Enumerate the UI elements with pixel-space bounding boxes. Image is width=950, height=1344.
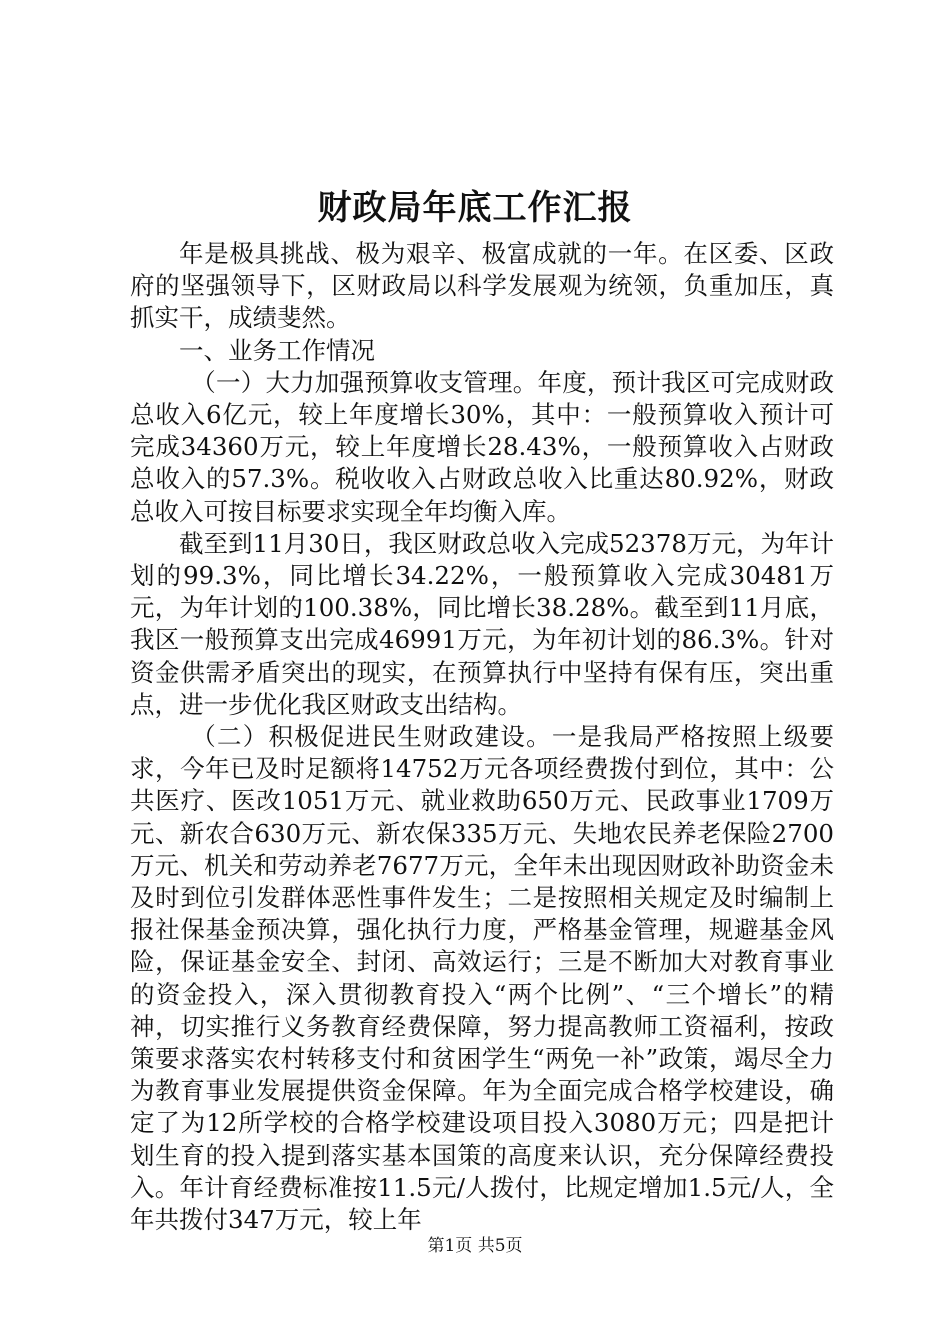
section-heading: 一、业务工作情况 xyxy=(179,335,375,365)
page-number-footer: 第1页 共5页 xyxy=(427,1236,523,1256)
document-title: 财政局年底工作汇报 xyxy=(317,188,633,228)
document-body xyxy=(130,238,834,1236)
paragraph-intro: 年是极具挑战、极为艰辛、极富成就的一年。在区委、区政府的坚强领导下，区财政局以科学发展观为统领，负重加压，真抓实干，成绩斐然。 xyxy=(130,239,834,333)
paragraph-livelihood: （二）积极促进民生财政建设。一是我局严格按照上级要求，今年已及时足额将14752万元各项经费拨付到位，其中：公共医疗、医改1051万元、就业救助650万元、民政事业1709万元、新农合630万元、新农保335万元、失地农民养老保险2700万元、机关和劳动养老7677万元，全年未出现因财政补助资金未及时到位引发群体恶性事件发生；二是按照相关规定及时编制上报社保基金预决算，强化执行力度，严格基金管理，规避基金风险，保证基金安全、封闭、高效运行；三是不断加大对教育事业的资金投入，深入贯彻教育投入“两个比例”、“三个增长”的精神，切实推行义务教育经费保障，努力提高教师工资福利，按政策要求落实农村转移支付和贫困学生“两免一补”政策，竭尽全力为教育事业发展提供资金保障。年为全面完成合格学校建设，确定了为12所学校的合格学校建设项目投入3080万元；四是把计划生育的投入提到落实基本国策的高度来认识，充分保障经费投入。年计育经费标准按11.5元/人拨付，比规定增加1.5元/人，全年共拨付347万元，较上年 xyxy=(130,722,834,1235)
paragraph-revenue-progress: 截至到11月30日，我区财政总收入完成52378万元，为年计划的99.3%，同比增长34.22%，一般预算收入完成30481万元，为年计划的100.38%，同比增长38.28%。截至到11月底，我区一般预算支出完成46991万元，为年初计划的86.3%。针对资金供需矛盾突出的现实，在预算执行中坚持有保有压，突出重点，进一步优化我区财政支出结构。 xyxy=(130,528,834,719)
paragraph-budget: （一）大力加强预算收支管理。年度，预计我区可完成财政总收入6亿元，较上年度增长30%，其中：一般预算收入预计可完成34360万元，较上年度增长28.43%，一般预算收入占财政总收入的57.3%。税收收入占财政总收入比重达80.92%，财政总收入可按目标要求实现全年均衡入库。 xyxy=(130,367,834,526)
